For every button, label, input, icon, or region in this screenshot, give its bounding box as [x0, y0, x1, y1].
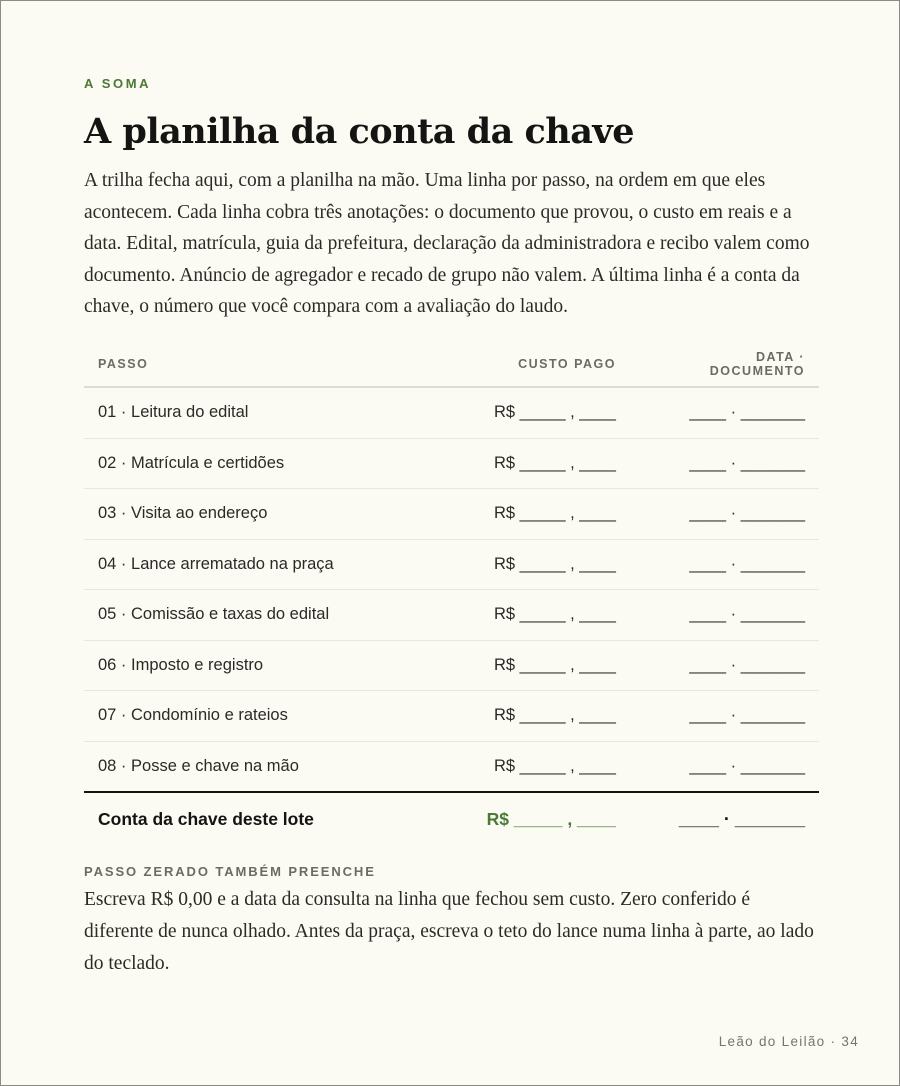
row-date: ____ · _______	[644, 387, 819, 438]
total-row	[84, 792, 819, 845]
total-cost: R$ _____ , ____	[442, 792, 644, 845]
row-cost: R$ _____ , ____	[442, 691, 644, 742]
header-step: PASSO	[84, 341, 442, 387]
row-step: 07 · Condomínio e rateios	[84, 691, 442, 742]
row-date: ____ · _______	[644, 640, 819, 691]
table-row	[84, 590, 819, 641]
row-date: ____ · _______	[644, 741, 819, 792]
header-date: DATA · DOCUMENTO	[644, 341, 819, 387]
cost-sheet-table	[84, 341, 819, 845]
table-row	[84, 691, 819, 742]
table-row	[84, 539, 819, 590]
row-date: ____ · _______	[644, 691, 819, 742]
total-date: ____ · _______	[644, 792, 819, 845]
note-text: Escreva R$ 0,00 e a data da consulta na linha que fechou sem custo. Zero conferido é diferente de nunca olhado. Antes da praça, escreva o teto do lance numa linha à parte, ao lado do teclado.	[84, 889, 814, 974]
row-step: 04 · Lance arrematado na praça	[84, 539, 442, 590]
page-title: A planilha da conta da chave	[84, 111, 634, 152]
table-row	[84, 640, 819, 691]
row-date: ____ · _______	[644, 590, 819, 641]
row-cost: R$ _____ , ____	[442, 640, 644, 691]
table-header-row	[84, 341, 819, 387]
row-cost: R$ _____ , ____	[442, 387, 644, 438]
header-cost: CUSTO PAGO	[442, 341, 644, 387]
row-step: 02 · Matrícula e certidões	[84, 438, 442, 489]
row-date: ____ · _______	[644, 539, 819, 590]
row-step: 01 · Leitura do edital	[84, 387, 442, 438]
page-footer: Leão do Leilão · 34	[718, 1034, 859, 1049]
note-label: PASSO ZERADO TAMBÉM PREENCHE	[84, 864, 376, 879]
row-cost: R$ _____ , ____	[442, 741, 644, 792]
row-date: ____ · _______	[644, 438, 819, 489]
row-step: 05 · Comissão e taxas do edital	[84, 590, 442, 641]
row-step: 08 · Posse e chave na mão	[84, 741, 442, 792]
row-cost: R$ _____ , ____	[442, 489, 644, 540]
row-cost: R$ _____ , ____	[442, 539, 644, 590]
row-date: ____ · _______	[644, 489, 819, 540]
row-cost: R$ _____ , ____	[442, 438, 644, 489]
row-cost: R$ _____ , ____	[442, 590, 644, 641]
table-row	[84, 438, 819, 489]
intro-paragraph: A trilha fecha aqui, com a planilha na mão. Uma linha por passo, na ordem em que eles acontecem. Cada linha cobra três anotações: o documento que provou, o custo em reais e a data. Edital, matrícula, guia da prefeitura, declaração da administradora e recibo valem como documento. Anúncio de agregador e recado de grupo não valem. A última linha é a conta da chave, o número que você compara com a avaliação do laudo.	[84, 170, 810, 317]
table-row	[84, 489, 819, 540]
table-row	[84, 741, 819, 792]
section-kicker: A SOMA	[84, 76, 152, 91]
table-row	[84, 387, 819, 438]
total-label: Conta da chave deste lote	[84, 792, 442, 845]
row-step: 03 · Visita ao endereço	[84, 489, 442, 540]
row-step: 06 · Imposto e registro	[84, 640, 442, 691]
